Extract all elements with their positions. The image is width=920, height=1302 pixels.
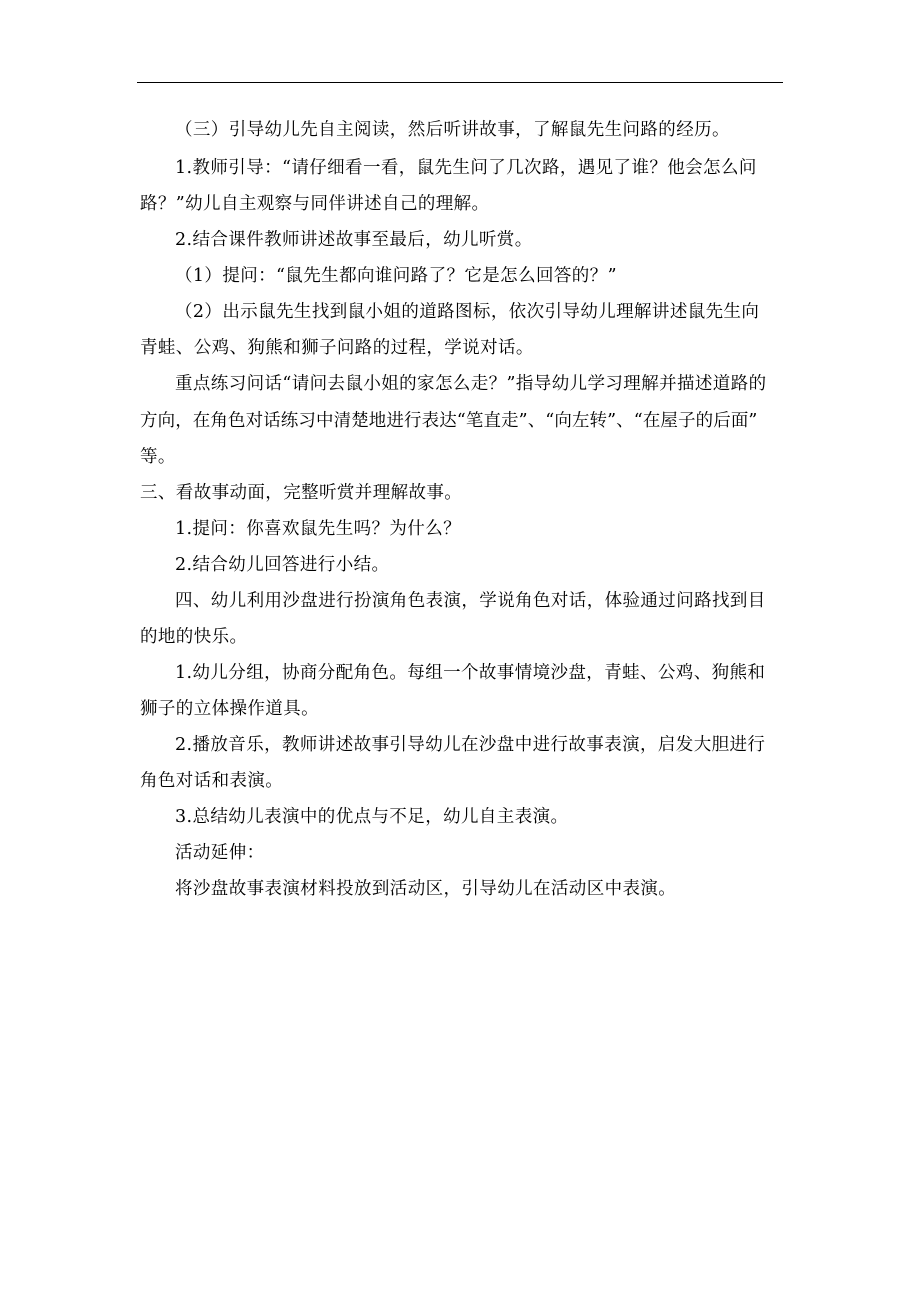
text-line: 方向，在角色对话练习中清楚地进行表达“笔直走”、“向左转”、“在屋子的后面” (140, 411, 758, 431)
text-line: 1.教师引导：“请仔细看一看，鼠先生问了几次路，遇见了谁？他会怎么问 (175, 158, 757, 178)
text-line: 路？”幼儿自主观察与同伴讲述自己的理解。 (140, 194, 490, 214)
text-line: 角色对话和表演。 (140, 771, 284, 791)
text-line: 2.结合课件教师讲述故事至最后，幼儿听赏。 (175, 230, 533, 250)
section-heading: 活动延伸： (175, 843, 265, 863)
text-line: 的地的快乐。 (140, 627, 248, 647)
text-line: 2.播放音乐，教师讲述故事引导幼儿在沙盘中进行故事表演，启发大胆进行 (175, 735, 766, 755)
text-line: （2）出示鼠先生找到鼠小姐的道路图标，依次引导幼儿理解讲述鼠先生向 (175, 302, 760, 322)
section-heading: 四、幼儿利用沙盘进行扮演角色表演，学说角色对话，体验通过问路找到目 (175, 591, 766, 611)
text-line: 2.结合幼儿回答进行小结。 (175, 555, 390, 575)
section-heading: 三、看故事动面，完整听赏并理解故事。 (140, 483, 463, 503)
text-line: 等。 (140, 447, 176, 467)
text-line: （1）提问：“鼠先生都向谁问路了？它是怎么回答的？” (175, 266, 617, 286)
text-line: 青蛙、公鸡、狗熊和狮子问路的过程，学说对话。 (140, 338, 534, 358)
text-line: 将沙盘故事表演材料投放到活动区，引导幼儿在活动区中表演。 (175, 879, 677, 899)
text-line: 3.总结幼儿表演中的优点与不足，幼儿自主表演。 (175, 807, 569, 827)
text-line: （三）引导幼儿先自主阅读，然后听讲故事，了解鼠先生问路的经历。 (175, 120, 730, 140)
text-line: 1.提问：你喜欢鼠先生吗？为什么？ (175, 519, 461, 539)
header-rule (137, 82, 783, 83)
text-line: 1.幼儿分组，协商分配角色。每组一个故事情境沙盘，青蛙、公鸡、狗熊和 (175, 663, 766, 683)
text-line: 重点练习问话“请问去鼠小姐的家怎么走？”指导幼儿学习理解并描述道路的 (175, 374, 767, 394)
text-line: 狮子的立体操作道具。 (140, 699, 319, 719)
